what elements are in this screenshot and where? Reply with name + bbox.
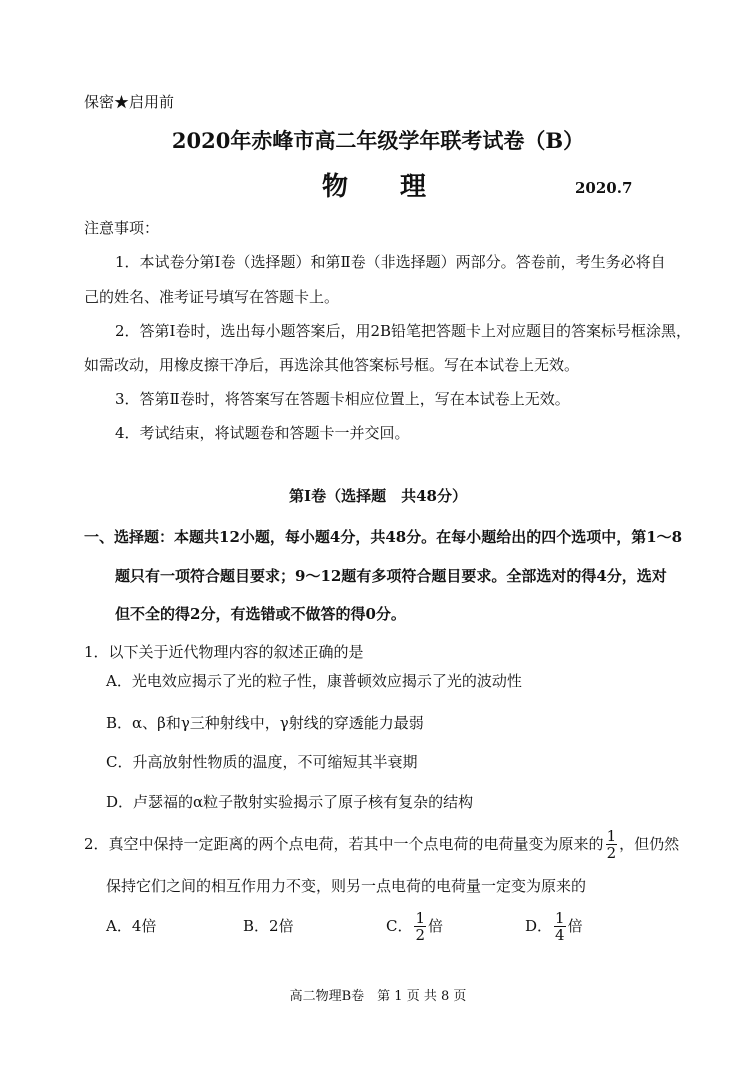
question-2-option-a: A．4倍 xyxy=(106,917,157,935)
question-2-stem-line-1 xyxy=(84,824,679,864)
fraction-one-half xyxy=(606,828,618,861)
option-c-prefix: C． xyxy=(386,917,413,935)
page-footer: 高二物理B卷 第 1 页 共 8 页 xyxy=(289,989,467,1004)
question-1-stem: 1．以下关于近代物理内容的叙述正确的是 xyxy=(84,643,364,661)
notice-item-2-line-2: 如需改动，用橡皮擦干净后，再选涂其他答案标号框。写在本试卷上无效。 xyxy=(84,356,580,374)
section-instruction-line-2: 题只有一项符合题目要求；9～12题有多项符合题目要求。全部选对的得4分，选对 xyxy=(115,567,667,585)
subject-title: 物 理 xyxy=(322,172,427,202)
question-1-option-d: D．卢瑟福的α粒子散射实验揭示了原子核有复杂的结构 xyxy=(106,793,474,811)
fraction-one-quarter xyxy=(554,910,566,943)
question-2-stem-tail: ，但仍然 xyxy=(619,835,680,853)
option-c-suffix: 倍 xyxy=(428,917,444,935)
notice-item-4: 4．考试结束，将试题卷和答题卡一并交回。 xyxy=(115,424,410,442)
option-d-prefix: D． xyxy=(525,917,553,935)
fraction-numerator: 1 xyxy=(415,908,426,927)
fraction-denominator: 2 xyxy=(606,843,617,862)
notice-heading: 注意事项： xyxy=(84,219,160,237)
question-2-option-c xyxy=(386,906,443,946)
question-2-option-d xyxy=(525,906,583,946)
section-instruction-line-3: 但不全的得2分，有选错或不做答的得0分。 xyxy=(115,605,406,623)
notice-item-3: 3．答第Ⅱ卷时，将答案写在答题卡相应位置上，写在本试卷上无效。 xyxy=(115,390,570,408)
fraction-denominator: 4 xyxy=(555,925,565,944)
notice-item-1-line-1: 1．本试卷分第Ⅰ卷（选择题）和第Ⅱ卷（非选择题）两部分。答卷前，考生务必将自 xyxy=(115,253,666,271)
section-instruction-line-1: 一、选择题：本题共12小题，每小题4分，共48分。在每小题给出的四个选项中，第1～8 xyxy=(84,528,683,546)
question-1-option-b: B．α、β和γ三种射线中，γ射线的穿透能力最弱 xyxy=(106,714,424,732)
notice-item-1-line-2: 己的姓名、准考证号填写在答题卡上。 xyxy=(84,288,340,306)
fraction-numerator: 1 xyxy=(555,908,565,927)
question-1-option-c: C．升高放射性物质的温度，不可缩短其半衰期 xyxy=(106,753,418,771)
notice-item-2-line-1: 2．答第Ⅰ卷时，选出每小题答案后，用2B铅笔把答题卡上对应题目的答案标号框涂黑， xyxy=(115,322,692,340)
question-2-option-b: B．2倍 xyxy=(243,917,294,935)
question-1-option-a: A．光电效应揭示了光的粒子性，康普顿效应揭示了光的波动性 xyxy=(106,672,522,690)
fraction-numerator: 1 xyxy=(606,826,617,845)
option-d-suffix: 倍 xyxy=(567,917,583,935)
exam-date: 2020.7 xyxy=(575,179,633,197)
exam-title: 2020年赤峰市高二年级学年联考试卷（B） xyxy=(171,128,585,153)
confidential-label: 保密★启用前 xyxy=(84,93,175,111)
question-2-stem-line-2: 保持它们之间的相互作用力不变，则另一点电荷的电荷量一定变为原来的 xyxy=(106,877,587,895)
section-title: 第Ⅰ卷（选择题 共48分） xyxy=(289,487,467,505)
question-2-stem-text: 2．真空中保持一定距离的两个点电荷，若其中一个点电荷的电荷量变为原来的 xyxy=(84,835,604,853)
fraction-one-half xyxy=(414,910,426,943)
fraction-denominator: 2 xyxy=(415,925,426,944)
